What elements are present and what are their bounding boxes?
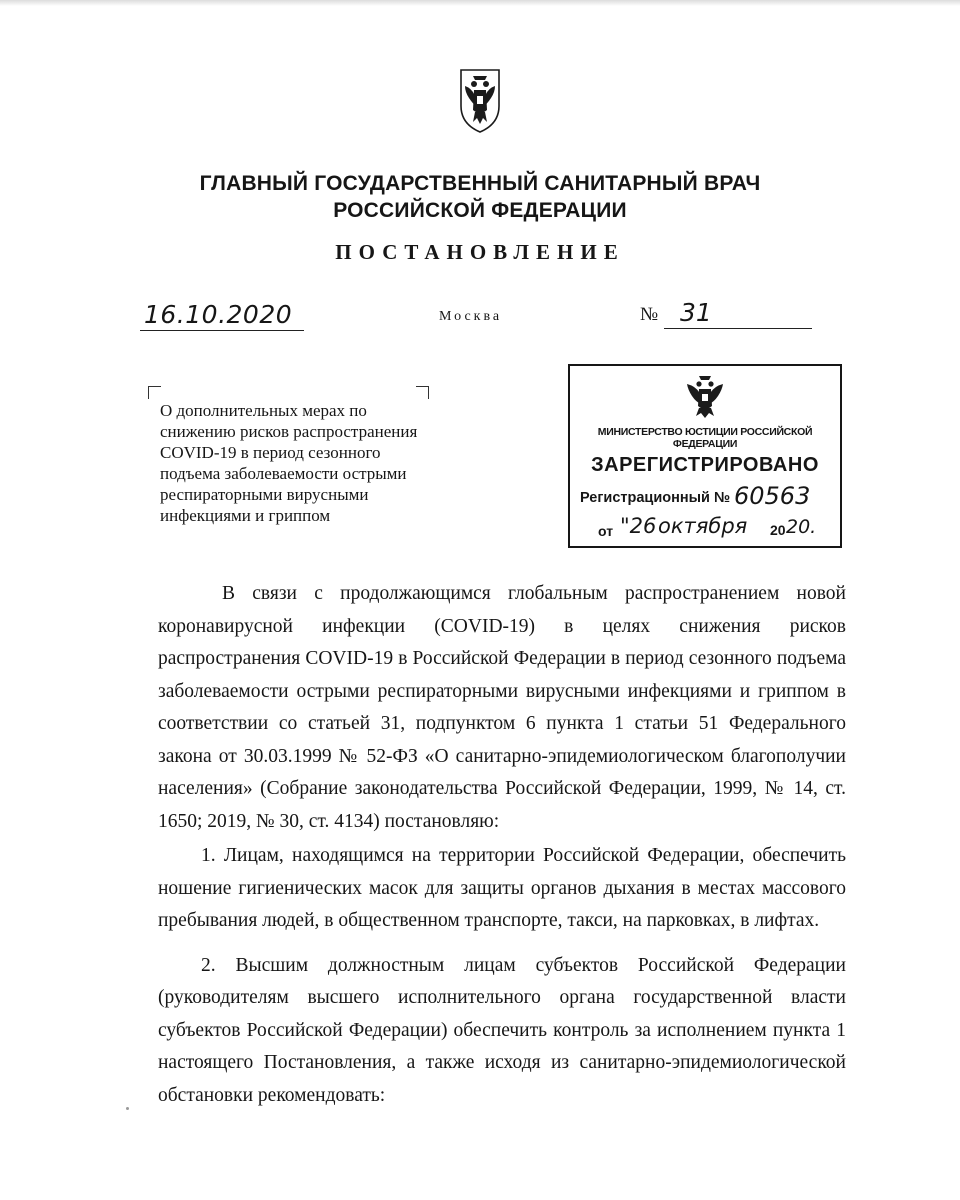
stamp-registered-label: ЗАРЕГИСТРИРОВАНО bbox=[591, 454, 819, 476]
subject-bracket-left bbox=[148, 386, 161, 399]
document-number: 31 bbox=[680, 298, 712, 327]
subject-line: COVID-19 в период сезонного bbox=[160, 443, 381, 462]
document-subject bbox=[160, 400, 460, 526]
authority-line-1: ГЛАВНЫЙ ГОСУДАРСТВЕННЫЙ САНИТАРНЫЙ ВРАЧ bbox=[199, 172, 761, 195]
scan-speck bbox=[126, 1107, 129, 1110]
document-number-field bbox=[664, 298, 812, 329]
body-paragraph-item-2: 2. Высшим должностным лицам субъектов Российской Федерации (руководителям высшего исполнительного органа государственной власти субъектов Российской Федерации) обеспечить контроль за исполнением пункта 1 настоящего Постановления, а также исходя из санитарно-эпидемиологической обстановки рекомендовать: bbox=[158, 954, 846, 1106]
stamp-ministry-name: МИНИСТЕРСТВО ЮСТИЦИИ РОССИЙСКОЙ ФЕДЕРАЦИИ bbox=[597, 426, 813, 450]
stamp-date-day: "26 bbox=[620, 514, 657, 538]
number-sign: № bbox=[640, 304, 659, 325]
subject-line: инфекциями и гриппом bbox=[160, 506, 331, 525]
registration-stamp bbox=[568, 364, 842, 548]
document-date-field bbox=[140, 298, 304, 331]
subject-line: О дополнительных мерах по bbox=[160, 401, 367, 420]
body-paragraph-item-1: 1. Лицам, находящимся на территории Российской Федерации, обеспечить ношение гигиенических масок для защиты органов дыхания в местах массового пребывания людей, в общественном транспорте, такси, на парковках, в лифтах. bbox=[158, 845, 846, 931]
document-city: Москва bbox=[439, 309, 503, 324]
subject-bracket-right bbox=[416, 386, 429, 399]
coat-of-arms-icon bbox=[443, 62, 517, 136]
subject-line: респираторными вирусными bbox=[160, 485, 369, 504]
stamp-year-suffix: 20. bbox=[786, 516, 817, 538]
subject-line: подъема заболеваемости острыми bbox=[160, 464, 407, 483]
stamp-year-prefix: 20 bbox=[770, 522, 786, 538]
document-date: 16.10.2020 bbox=[144, 300, 293, 329]
subject-line: снижению рисков распространения bbox=[160, 422, 418, 441]
body-paragraph-preamble: В связи с продолжающимся глобальным распространением новой коронавирусной инфекции (COVID-19) в целях снижения рисков распространения COVID-19 в Российской Федерации в период сезонного подъема заболеваемости острыми респираторными вирусными инфекциями и гриппом в соответствии со статьей 31, подпунктом 6 пункта 1 статьи 51 Федерального закона от 30.03.1999 № 52-ФЗ «О санитарно-эпидемиологическом благополучии населения» (Собрание законодательства Российской Федерации, 1999, № 14, ст. 1650; 2019, № 30, ст. 4134) постановляю: bbox=[158, 583, 846, 832]
issuing-authority bbox=[0, 170, 960, 224]
stamp-date-month: октября bbox=[658, 514, 748, 538]
stamp-from-label: от bbox=[598, 523, 614, 539]
document-type-title: ПОСТАНОВЛЕНИЕ bbox=[335, 240, 625, 264]
authority-line-2: РОССИЙСКОЙ ФЕДЕРАЦИИ bbox=[333, 199, 627, 222]
stamp-registration-label: Регистрационный № bbox=[580, 490, 731, 506]
stamp-registration-number: 60563 bbox=[734, 482, 811, 510]
document-body bbox=[158, 578, 846, 1124]
scan-edge bbox=[0, 0, 960, 6]
stamp-coat-of-arms-icon bbox=[681, 372, 729, 420]
